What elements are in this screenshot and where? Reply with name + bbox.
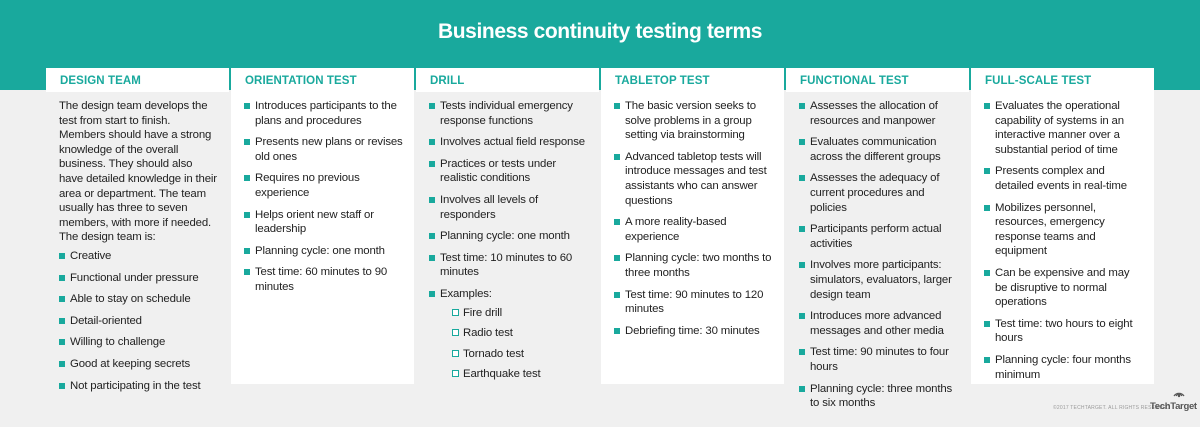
list-item xyxy=(429,99,589,128)
column-list xyxy=(429,99,589,382)
list-item xyxy=(244,135,404,164)
techtarget-logo-icon xyxy=(1172,387,1186,401)
list-item xyxy=(984,266,1144,310)
page-title: Business continuity testing terms xyxy=(437,20,763,43)
list-item xyxy=(59,314,219,329)
list-item-text: Planning cycle: two months to three months xyxy=(625,252,772,279)
example-item: Fire drill xyxy=(452,306,589,321)
list-item-text: Practices or tests under realistic conditions xyxy=(440,157,557,185)
list-item-text: Detail-oriented xyxy=(70,314,142,327)
list-item-text: Debriefing time: 30 minutes xyxy=(625,324,760,337)
list-item xyxy=(984,99,1144,157)
list-item xyxy=(984,353,1144,382)
list-item xyxy=(429,287,589,382)
column-heading: DRILL xyxy=(416,68,599,92)
list-item xyxy=(244,244,404,259)
list-item xyxy=(614,251,774,280)
example-item: Earthquake test xyxy=(452,367,589,382)
column-body xyxy=(786,92,969,411)
list-item xyxy=(799,382,959,411)
list-item-text: Evaluates communication across the different groups xyxy=(810,136,941,163)
list-item xyxy=(799,222,959,251)
list-item-text: Test time: two hours to eight hours xyxy=(995,317,1133,345)
list-item-text: Creative xyxy=(70,249,112,262)
list-item-text: Planning cycle: one month xyxy=(440,230,570,243)
column-heading: DESIGN TEAM xyxy=(46,68,229,92)
list-item xyxy=(59,292,219,307)
list-item-text: Involves more participants: simulators, evaluators, larger design team xyxy=(810,259,952,301)
list-item-text: Planning cycle: one month xyxy=(255,244,385,257)
list-item-text: Requires no previous experience xyxy=(255,172,360,199)
list-item-text: Can be expensive and may be disruptive to normal operations xyxy=(995,266,1130,309)
column-list xyxy=(984,99,1144,382)
list-item-text: Willing to challenge xyxy=(70,336,166,349)
list-item xyxy=(429,251,589,280)
list-item-text: Test time: 90 minutes to 120 minutes xyxy=(625,288,764,316)
list-item xyxy=(429,193,589,222)
list-item xyxy=(244,99,404,128)
column-body xyxy=(601,92,784,338)
list-item xyxy=(244,208,404,237)
list-item-text: Presents new plans or revises old ones xyxy=(255,136,403,163)
list-item xyxy=(799,135,959,164)
column-tabletop-test xyxy=(601,68,784,384)
column-full-scale-test xyxy=(971,68,1154,384)
column-intro: The design team develops the test from start to finish. Members should have a strong knowledge of the overall business. They should also have detailed knowledge in their area or department. The team usually has three to seven members, with more if needed. The design team is: xyxy=(59,100,217,244)
list-item xyxy=(614,324,774,339)
copyright-text: ©2017 TECHTARGET. ALL RIGHTS RESERVED xyxy=(1053,405,1170,411)
column-orientation-test xyxy=(231,68,414,384)
column-design-team xyxy=(46,68,229,392)
list-item-text: Tests individual emergency response functions xyxy=(440,100,573,127)
list-item-text: Good at keeping secrets xyxy=(70,357,191,370)
list-item-text: Involves all levels of responders xyxy=(440,193,538,221)
techtarget-logo: TechTarget xyxy=(1150,401,1197,412)
list-item xyxy=(614,288,774,317)
list-item-text: Assesses the adequacy of current procedures and policies xyxy=(810,172,940,214)
column-heading: FULL-SCALE TEST xyxy=(971,68,1154,92)
list-item-text: Examples: xyxy=(440,287,492,300)
list-item-text: Helps orient new staff or leadership xyxy=(255,208,374,236)
list-item-text: Assesses the allocation of resources and manpower xyxy=(810,100,938,127)
list-item xyxy=(799,345,959,374)
list-item xyxy=(799,258,959,302)
list-item xyxy=(244,171,404,200)
list-item-text: Advanced tabletop tests will introduce messages and test assistants who can answer questions xyxy=(625,150,767,207)
list-item-text: A more reality-based experience xyxy=(625,216,727,243)
list-item xyxy=(244,265,404,294)
column-list xyxy=(614,99,774,338)
column-functional-test xyxy=(786,68,969,410)
list-item-text: Presents complex and detailed events in real-time xyxy=(995,165,1127,192)
list-item-text: Participants perform actual activities xyxy=(810,223,942,250)
list-item-text: Test time: 90 minutes to four hours xyxy=(810,346,949,373)
list-item-text: Able to stay on schedule xyxy=(70,293,191,306)
column-body xyxy=(416,92,599,382)
list-item-text: Introduces participants to the plans and procedures xyxy=(255,100,397,127)
example-item: Radio test xyxy=(452,326,589,341)
list-item xyxy=(799,309,959,338)
column-heading: FUNCTIONAL TEST xyxy=(786,68,969,92)
list-item xyxy=(984,201,1144,259)
list-item-text: Mobilizes personnel, resources, emergency response teams and equipment xyxy=(995,201,1105,258)
column-drill xyxy=(416,68,599,384)
list-item xyxy=(984,317,1144,346)
list-item-text: Functional under pressure xyxy=(70,271,199,284)
list-item-text: Involves actual field response xyxy=(440,136,585,149)
list-item-text: Planning cycle: four months minimum xyxy=(995,353,1131,381)
column-heading: ORIENTATION TEST xyxy=(231,68,414,92)
column-heading: TABLETOP TEST xyxy=(601,68,784,92)
list-item xyxy=(614,215,774,244)
list-item-text: Not participating in the test xyxy=(70,379,201,392)
list-item xyxy=(984,164,1144,193)
list-item-text: The basic version seeks to solve problems in a group setting via brainstorming xyxy=(625,100,756,142)
list-item xyxy=(614,150,774,208)
column-body xyxy=(231,92,414,295)
list-item-text: Test time: 60 minutes to 90 minutes xyxy=(255,266,388,293)
column-list xyxy=(59,249,219,393)
list-item xyxy=(59,379,219,394)
list-item-text: Test time: 10 minutes to 60 minutes xyxy=(440,251,573,279)
example-item: Tornado test xyxy=(452,347,589,362)
list-item xyxy=(59,271,219,286)
column-body xyxy=(971,92,1154,382)
list-item xyxy=(429,229,589,244)
list-item xyxy=(59,249,219,264)
list-item xyxy=(799,171,959,215)
list-item xyxy=(799,99,959,128)
list-item xyxy=(59,357,219,372)
list-item xyxy=(614,99,774,143)
list-item-text: Introduces more advanced messages and other media xyxy=(810,310,944,337)
list-item xyxy=(59,335,219,350)
column-list xyxy=(799,99,959,411)
list-item xyxy=(429,135,589,150)
list-item-text: Evaluates the operational capability of systems in an interactive manner over a substantial period of time xyxy=(995,100,1124,156)
list-item xyxy=(429,157,589,186)
examples-list xyxy=(440,306,589,382)
column-list xyxy=(244,99,404,295)
column-body xyxy=(46,92,229,393)
list-item-text: Planning cycle: three months to six months xyxy=(810,382,953,410)
